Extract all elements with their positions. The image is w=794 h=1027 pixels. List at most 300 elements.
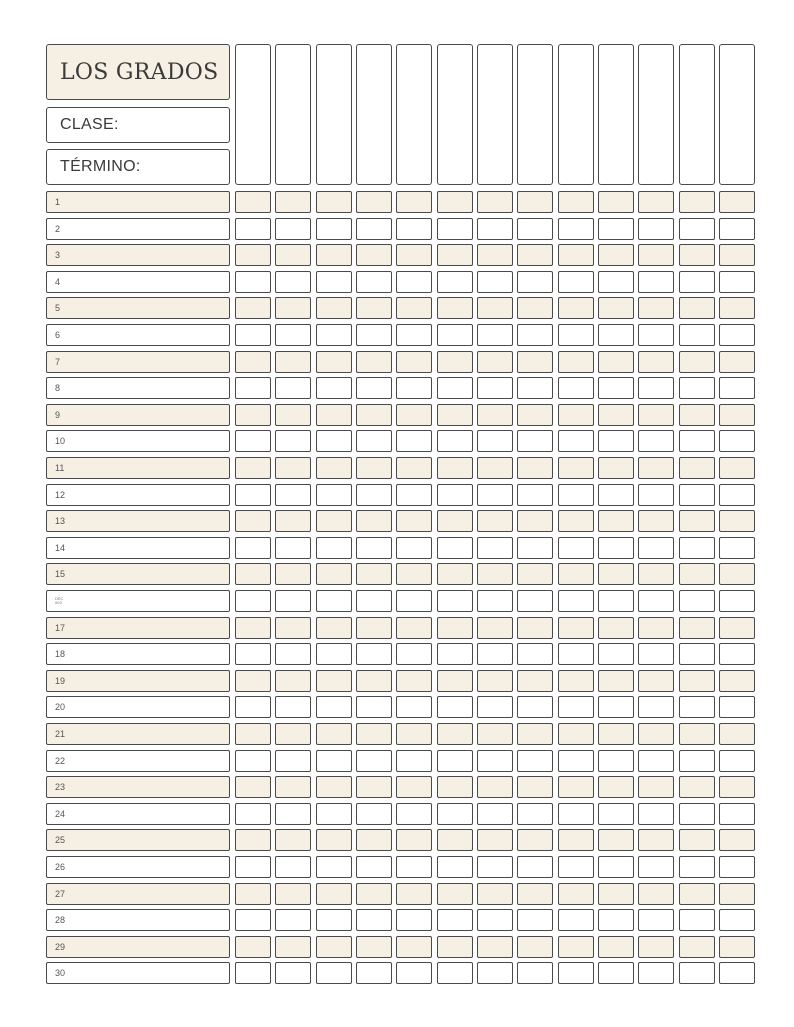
- grade-cell[interactable]: [235, 271, 271, 293]
- grade-cell[interactable]: [558, 936, 594, 958]
- grade-cell[interactable]: [598, 590, 634, 612]
- grade-cell[interactable]: [316, 617, 352, 639]
- grade-cell[interactable]: [598, 244, 634, 266]
- student-row-label[interactable]: [46, 537, 230, 559]
- grade-cell[interactable]: [679, 244, 715, 266]
- grade-cell[interactable]: [598, 909, 634, 931]
- student-row-label[interactable]: [46, 377, 230, 399]
- grade-cell[interactable]: [477, 563, 513, 585]
- grade-cell[interactable]: [638, 909, 674, 931]
- grade-cell[interactable]: [356, 696, 392, 718]
- grade-cell[interactable]: [235, 909, 271, 931]
- grade-cell[interactable]: [558, 484, 594, 506]
- grade-cell[interactable]: [275, 883, 311, 905]
- grade-cell[interactable]: [275, 191, 311, 213]
- grade-cell[interactable]: [517, 191, 553, 213]
- grade-cell[interactable]: [316, 776, 352, 798]
- grade-cell[interactable]: [558, 563, 594, 585]
- grade-cell[interactable]: [396, 776, 432, 798]
- grade-cell[interactable]: [719, 803, 755, 825]
- termino-field[interactable]: TÉRMINO:: [46, 149, 230, 185]
- grade-cell[interactable]: [679, 430, 715, 452]
- column-header-7[interactable]: [477, 44, 513, 185]
- grade-cell[interactable]: [235, 297, 271, 319]
- student-row-label[interactable]: [46, 590, 230, 612]
- grade-cell[interactable]: [316, 563, 352, 585]
- grade-cell[interactable]: [477, 670, 513, 692]
- grade-cell[interactable]: [679, 936, 715, 958]
- grade-cell[interactable]: [517, 617, 553, 639]
- grade-cell[interactable]: [558, 404, 594, 426]
- grade-cell[interactable]: [356, 377, 392, 399]
- grade-cell[interactable]: [719, 510, 755, 532]
- grade-cell[interactable]: [437, 510, 473, 532]
- grade-cell[interactable]: [598, 643, 634, 665]
- grade-cell[interactable]: [679, 590, 715, 612]
- grade-cell[interactable]: [437, 803, 473, 825]
- grade-cell[interactable]: [316, 590, 352, 612]
- grade-cell[interactable]: [437, 883, 473, 905]
- grade-cell[interactable]: [558, 271, 594, 293]
- grade-cell[interactable]: [437, 723, 473, 745]
- student-row-label[interactable]: [46, 297, 230, 319]
- grade-cell[interactable]: [316, 936, 352, 958]
- grade-cell[interactable]: [396, 750, 432, 772]
- student-row-label[interactable]: [46, 563, 230, 585]
- grade-cell[interactable]: [517, 324, 553, 346]
- grade-cell[interactable]: [356, 457, 392, 479]
- grade-cell[interactable]: [235, 324, 271, 346]
- grade-cell[interactable]: [679, 617, 715, 639]
- grade-cell[interactable]: [477, 750, 513, 772]
- grade-cell[interactable]: [517, 696, 553, 718]
- grade-cell[interactable]: [517, 510, 553, 532]
- grade-cell[interactable]: [316, 750, 352, 772]
- grade-cell[interactable]: [316, 271, 352, 293]
- grade-cell[interactable]: [598, 670, 634, 692]
- grade-cell[interactable]: [719, 351, 755, 373]
- grade-cell[interactable]: [275, 271, 311, 293]
- grade-cell[interactable]: [396, 856, 432, 878]
- grade-cell[interactable]: [719, 962, 755, 984]
- grade-cell[interactable]: [316, 351, 352, 373]
- grade-cell[interactable]: [477, 244, 513, 266]
- grade-cell[interactable]: [477, 457, 513, 479]
- grade-cell[interactable]: [517, 590, 553, 612]
- grade-cell[interactable]: [558, 457, 594, 479]
- column-header-11[interactable]: [638, 44, 674, 185]
- grade-cell[interactable]: [638, 883, 674, 905]
- grade-cell[interactable]: [275, 218, 311, 240]
- grade-cell[interactable]: [679, 297, 715, 319]
- grade-cell[interactable]: [477, 803, 513, 825]
- grade-cell[interactable]: [275, 430, 311, 452]
- grade-cell[interactable]: [517, 218, 553, 240]
- student-row-label[interactable]: [46, 244, 230, 266]
- grade-cell[interactable]: [638, 670, 674, 692]
- grade-cell[interactable]: [558, 856, 594, 878]
- grade-cell[interactable]: [396, 191, 432, 213]
- grade-cell[interactable]: [316, 670, 352, 692]
- grade-cell[interactable]: [517, 750, 553, 772]
- grade-cell[interactable]: [316, 244, 352, 266]
- grade-cell[interactable]: [477, 351, 513, 373]
- grade-cell[interactable]: [638, 803, 674, 825]
- grade-cell[interactable]: [558, 244, 594, 266]
- grade-cell[interactable]: [517, 404, 553, 426]
- grade-cell[interactable]: [356, 297, 392, 319]
- student-row-label[interactable]: [46, 430, 230, 452]
- student-row-label[interactable]: [46, 510, 230, 532]
- grade-cell[interactable]: [356, 962, 392, 984]
- grade-cell[interactable]: [316, 696, 352, 718]
- grade-cell[interactable]: [638, 218, 674, 240]
- grade-cell[interactable]: [235, 484, 271, 506]
- grade-cell[interactable]: [558, 829, 594, 851]
- student-row-label[interactable]: [46, 936, 230, 958]
- grade-cell[interactable]: [356, 776, 392, 798]
- grade-cell[interactable]: [437, 537, 473, 559]
- grade-cell[interactable]: [396, 377, 432, 399]
- grade-cell[interactable]: [558, 723, 594, 745]
- grade-cell[interactable]: [598, 510, 634, 532]
- grade-cell[interactable]: [437, 590, 473, 612]
- grade-cell[interactable]: [235, 776, 271, 798]
- grade-cell[interactable]: [235, 696, 271, 718]
- grade-cell[interactable]: [477, 962, 513, 984]
- grade-cell[interactable]: [517, 484, 553, 506]
- grade-cell[interactable]: [517, 271, 553, 293]
- grade-cell[interactable]: [275, 909, 311, 931]
- grade-cell[interactable]: [598, 537, 634, 559]
- grade-cell[interactable]: [235, 244, 271, 266]
- grade-cell[interactable]: [517, 670, 553, 692]
- grade-cell[interactable]: [517, 776, 553, 798]
- grade-cell[interactable]: [598, 776, 634, 798]
- grade-cell[interactable]: [517, 803, 553, 825]
- grade-cell[interactable]: [316, 537, 352, 559]
- grade-cell[interactable]: [275, 617, 311, 639]
- grade-cell[interactable]: [638, 377, 674, 399]
- grade-cell[interactable]: [638, 297, 674, 319]
- grade-cell[interactable]: [235, 617, 271, 639]
- grade-cell[interactable]: [679, 563, 715, 585]
- grade-cell[interactable]: [437, 856, 473, 878]
- grade-cell[interactable]: [356, 936, 392, 958]
- student-row-label[interactable]: [46, 856, 230, 878]
- grade-cell[interactable]: [719, 829, 755, 851]
- grade-cell[interactable]: [598, 271, 634, 293]
- grade-cell[interactable]: [235, 883, 271, 905]
- grade-cell[interactable]: [437, 324, 473, 346]
- grade-cell[interactable]: [316, 803, 352, 825]
- grade-cell[interactable]: [477, 218, 513, 240]
- grade-cell[interactable]: [558, 537, 594, 559]
- grade-cell[interactable]: [316, 324, 352, 346]
- grade-cell[interactable]: [356, 484, 392, 506]
- grade-cell[interactable]: [437, 457, 473, 479]
- grade-cell[interactable]: [638, 962, 674, 984]
- grade-cell[interactable]: [356, 723, 392, 745]
- grade-cell[interactable]: [316, 883, 352, 905]
- clase-field[interactable]: CLASE:: [46, 107, 230, 143]
- grade-cell[interactable]: [679, 776, 715, 798]
- grade-cell[interactable]: [517, 430, 553, 452]
- grade-cell[interactable]: [356, 856, 392, 878]
- student-row-label[interactable]: [46, 351, 230, 373]
- grade-cell[interactable]: [638, 696, 674, 718]
- grade-cell[interactable]: [356, 803, 392, 825]
- grade-cell[interactable]: [558, 643, 594, 665]
- student-row-label[interactable]: [46, 218, 230, 240]
- grade-cell[interactable]: [477, 510, 513, 532]
- grade-cell[interactable]: [598, 377, 634, 399]
- grade-cell[interactable]: [679, 351, 715, 373]
- grade-cell[interactable]: [477, 404, 513, 426]
- grade-cell[interactable]: [598, 936, 634, 958]
- grade-cell[interactable]: [517, 856, 553, 878]
- grade-cell[interactable]: [598, 297, 634, 319]
- student-row-label[interactable]: [46, 723, 230, 745]
- grade-cell[interactable]: [558, 883, 594, 905]
- grade-cell[interactable]: [638, 856, 674, 878]
- grade-cell[interactable]: [396, 244, 432, 266]
- student-row-label[interactable]: [46, 829, 230, 851]
- grade-cell[interactable]: [638, 430, 674, 452]
- grade-cell[interactable]: [235, 404, 271, 426]
- grade-cell[interactable]: [679, 377, 715, 399]
- grade-cell[interactable]: [477, 484, 513, 506]
- grade-cell[interactable]: [477, 776, 513, 798]
- grade-cell[interactable]: [356, 351, 392, 373]
- grade-cell[interactable]: [235, 457, 271, 479]
- grade-cell[interactable]: [437, 218, 473, 240]
- grade-cell[interactable]: [477, 829, 513, 851]
- grade-cell[interactable]: [558, 962, 594, 984]
- grade-cell[interactable]: [719, 643, 755, 665]
- grade-cell[interactable]: [558, 324, 594, 346]
- grade-cell[interactable]: [517, 244, 553, 266]
- grade-cell[interactable]: [517, 883, 553, 905]
- grade-cell[interactable]: [396, 297, 432, 319]
- grade-cell[interactable]: [316, 191, 352, 213]
- grade-cell[interactable]: [275, 856, 311, 878]
- grade-cell[interactable]: [719, 484, 755, 506]
- grade-cell[interactable]: [477, 643, 513, 665]
- grade-cell[interactable]: [235, 723, 271, 745]
- grade-cell[interactable]: [275, 484, 311, 506]
- grade-cell[interactable]: [396, 617, 432, 639]
- grade-cell[interactable]: [316, 430, 352, 452]
- grade-cell[interactable]: [316, 377, 352, 399]
- grade-cell[interactable]: [437, 909, 473, 931]
- grade-cell[interactable]: [598, 696, 634, 718]
- grade-cell[interactable]: [235, 377, 271, 399]
- grade-cell[interactable]: [396, 643, 432, 665]
- grade-cell[interactable]: [558, 218, 594, 240]
- student-row-label[interactable]: [46, 191, 230, 213]
- grade-cell[interactable]: [396, 936, 432, 958]
- grade-cell[interactable]: [598, 457, 634, 479]
- grade-cell[interactable]: [719, 537, 755, 559]
- grade-cell[interactable]: [719, 856, 755, 878]
- grade-cell[interactable]: [396, 457, 432, 479]
- grade-cell[interactable]: [638, 723, 674, 745]
- grade-cell[interactable]: [316, 457, 352, 479]
- grade-cell[interactable]: [598, 723, 634, 745]
- grade-cell[interactable]: [638, 750, 674, 772]
- grade-cell[interactable]: [235, 563, 271, 585]
- grade-cell[interactable]: [396, 909, 432, 931]
- grade-cell[interactable]: [437, 351, 473, 373]
- grade-cell[interactable]: [517, 936, 553, 958]
- grade-cell[interactable]: [437, 670, 473, 692]
- grade-cell[interactable]: [558, 510, 594, 532]
- grade-cell[interactable]: [356, 643, 392, 665]
- grade-cell[interactable]: [598, 191, 634, 213]
- grade-cell[interactable]: [517, 537, 553, 559]
- grade-cell[interactable]: [517, 643, 553, 665]
- grade-cell[interactable]: [275, 776, 311, 798]
- grade-cell[interactable]: [275, 962, 311, 984]
- grade-cell[interactable]: [275, 324, 311, 346]
- grade-cell[interactable]: [356, 271, 392, 293]
- grade-cell[interactable]: [719, 271, 755, 293]
- grade-cell[interactable]: [396, 563, 432, 585]
- grade-cell[interactable]: [679, 803, 715, 825]
- grade-cell[interactable]: [356, 244, 392, 266]
- grade-cell[interactable]: [437, 563, 473, 585]
- grade-cell[interactable]: [517, 909, 553, 931]
- grade-cell[interactable]: [598, 883, 634, 905]
- grade-cell[interactable]: [477, 377, 513, 399]
- grade-cell[interactable]: [316, 856, 352, 878]
- grade-cell[interactable]: [235, 643, 271, 665]
- grade-cell[interactable]: [638, 484, 674, 506]
- grade-cell[interactable]: [679, 218, 715, 240]
- grade-cell[interactable]: [396, 803, 432, 825]
- grade-cell[interactable]: [719, 244, 755, 266]
- grade-cell[interactable]: [558, 750, 594, 772]
- student-row-label[interactable]: [46, 696, 230, 718]
- grade-cell[interactable]: [316, 218, 352, 240]
- grade-cell[interactable]: [356, 537, 392, 559]
- column-header-5[interactable]: [396, 44, 432, 185]
- grade-cell[interactable]: [477, 723, 513, 745]
- grade-cell[interactable]: [316, 962, 352, 984]
- column-header-10[interactable]: [598, 44, 634, 185]
- grade-cell[interactable]: [517, 377, 553, 399]
- grade-cell[interactable]: [477, 537, 513, 559]
- grade-cell[interactable]: [719, 218, 755, 240]
- grade-cell[interactable]: [275, 377, 311, 399]
- grade-cell[interactable]: [275, 297, 311, 319]
- grade-cell[interactable]: [719, 617, 755, 639]
- grade-cell[interactable]: [598, 563, 634, 585]
- grade-cell[interactable]: [679, 670, 715, 692]
- grade-cell[interactable]: [275, 537, 311, 559]
- grade-cell[interactable]: [396, 271, 432, 293]
- grade-cell[interactable]: [638, 563, 674, 585]
- grade-cell[interactable]: [719, 404, 755, 426]
- grade-cell[interactable]: [396, 218, 432, 240]
- grade-cell[interactable]: [477, 856, 513, 878]
- grade-cell[interactable]: [477, 883, 513, 905]
- grade-cell[interactable]: [275, 404, 311, 426]
- grade-cell[interactable]: [437, 750, 473, 772]
- grade-cell[interactable]: [638, 271, 674, 293]
- grade-cell[interactable]: [679, 191, 715, 213]
- grade-cell[interactable]: [356, 590, 392, 612]
- grade-cell[interactable]: [679, 723, 715, 745]
- grade-cell[interactable]: [437, 776, 473, 798]
- grade-cell[interactable]: [437, 643, 473, 665]
- grade-cell[interactable]: [396, 404, 432, 426]
- grade-cell[interactable]: [679, 404, 715, 426]
- grade-cell[interactable]: [679, 643, 715, 665]
- grade-cell[interactable]: [638, 936, 674, 958]
- student-row-label[interactable]: [46, 776, 230, 798]
- grade-cell[interactable]: [598, 430, 634, 452]
- grade-cell[interactable]: [638, 457, 674, 479]
- student-row-label[interactable]: [46, 670, 230, 692]
- grade-cell[interactable]: [437, 377, 473, 399]
- grade-cell[interactable]: [719, 457, 755, 479]
- grade-cell[interactable]: [638, 829, 674, 851]
- grade-cell[interactable]: [598, 803, 634, 825]
- grade-cell[interactable]: [437, 191, 473, 213]
- column-header-3[interactable]: [316, 44, 352, 185]
- column-header-4[interactable]: [356, 44, 392, 185]
- grade-cell[interactable]: [437, 962, 473, 984]
- grade-cell[interactable]: [477, 590, 513, 612]
- student-row-label[interactable]: [46, 484, 230, 506]
- grade-cell[interactable]: [275, 670, 311, 692]
- grade-cell[interactable]: [275, 643, 311, 665]
- grade-cell[interactable]: [275, 829, 311, 851]
- column-header-1[interactable]: [235, 44, 271, 185]
- grade-cell[interactable]: [719, 909, 755, 931]
- grade-cell[interactable]: [275, 510, 311, 532]
- grade-cell[interactable]: [679, 829, 715, 851]
- grade-cell[interactable]: [598, 484, 634, 506]
- grade-cell[interactable]: [517, 829, 553, 851]
- grade-cell[interactable]: [598, 829, 634, 851]
- student-row-label[interactable]: [46, 962, 230, 984]
- grade-cell[interactable]: [316, 510, 352, 532]
- grade-cell[interactable]: [356, 404, 392, 426]
- column-header-12[interactable]: [679, 44, 715, 185]
- grade-cell[interactable]: [396, 962, 432, 984]
- grade-cell[interactable]: [477, 271, 513, 293]
- grade-cell[interactable]: [477, 617, 513, 639]
- grade-cell[interactable]: [638, 590, 674, 612]
- grade-cell[interactable]: [477, 430, 513, 452]
- grade-cell[interactable]: [517, 457, 553, 479]
- grade-cell[interactable]: [719, 377, 755, 399]
- grade-cell[interactable]: [316, 404, 352, 426]
- grade-cell[interactable]: [477, 297, 513, 319]
- grade-cell[interactable]: [477, 324, 513, 346]
- grade-cell[interactable]: [437, 936, 473, 958]
- grade-cell[interactable]: [638, 324, 674, 346]
- grade-cell[interactable]: [719, 883, 755, 905]
- grade-cell[interactable]: [598, 351, 634, 373]
- column-header-2[interactable]: [275, 44, 311, 185]
- grade-cell[interactable]: [316, 829, 352, 851]
- grade-cell[interactable]: [679, 883, 715, 905]
- grade-cell[interactable]: [396, 484, 432, 506]
